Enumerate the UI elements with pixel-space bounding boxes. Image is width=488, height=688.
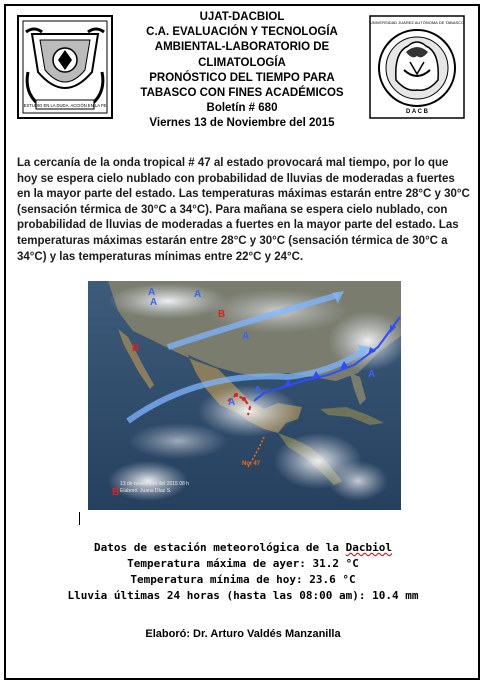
- station-title: [40, 540, 446, 556]
- map-caption-date: 13 de noviembre del 2015 08 h: [120, 481, 189, 487]
- min-temperature: Temperatura mínima de hoy: 23.6 °C: [130, 573, 356, 586]
- rainfall-24h: Lluvia últimas 24 horas (hasta las 08:00 am): 10.4 mm: [67, 589, 419, 602]
- max-temperature: Temperatura máxima de ayer: 31.2 °C: [127, 557, 359, 570]
- station-title-name: Dacbiol: [345, 541, 393, 554]
- dacbiol-seal-logo: [366, 12, 468, 122]
- pressure-label: A: [150, 297, 158, 308]
- pressure-label: A: [148, 287, 156, 298]
- station-data-block: [40, 540, 446, 604]
- forecast-line: hoy se espera cielo nublado con probabilidad de lluvias de moderadas a fuertes: [17, 172, 455, 185]
- document-title-line1: PRONÓSTICO DEL TIEMPO PARA: [149, 71, 335, 84]
- forecast-line: La cercanía de la onda tropical # 47 al estado provocará mal tiempo, por lo que: [17, 157, 449, 169]
- svg-text:D A C B: D A C B: [406, 109, 428, 115]
- forecast-line: temperaturas máximas estarán entre 28°C y 30°C (sensación térmica de 30°C a: [17, 234, 448, 247]
- pressure-label: A: [254, 385, 262, 396]
- ujat-seal-logo: [14, 12, 116, 122]
- pressure-label: A: [194, 289, 202, 300]
- forecast-line: probabilidad de lluvias de moderadas a fuertes en la mayor parte del estado. Las: [17, 219, 459, 232]
- pressure-label: A: [242, 331, 250, 342]
- station-title-prefix: Datos de estación meteorológica de la: [93, 541, 346, 554]
- institution-name: UJAT-DACBIOL: [199, 11, 285, 23]
- map-caption-author: Elaboró: Juana Díaz S.: [120, 488, 172, 494]
- academic-body-line: C.A. EVALUACIÓN Y TECNOLOGÍA: [146, 26, 338, 39]
- pressure-label: B: [112, 487, 120, 498]
- laboratory-line: AMBIENTAL-LABORATORIO DE: [154, 41, 330, 54]
- laboratory-name: CLIMATOLOGÍA: [198, 56, 286, 69]
- tropical-wave-label: No. 47: [242, 461, 261, 467]
- bulletin-date: Viernes 13 de Noviembre del 2015: [149, 117, 335, 130]
- forecast-line: en la mayor parte del estado. Las temperaturas máximas estarán entre 28°C y 30°C: [17, 188, 470, 201]
- satellite-weather-map: [88, 281, 401, 510]
- bulletin-number: Boletín # 680: [206, 102, 278, 115]
- pressure-label: A: [228, 397, 236, 408]
- svg-text:UNIVERSIDAD JUÁREZ AUTÓNOMA DE: UNIVERSIDAD JUÁREZ AUTÓNOMA DE TABASCO: [369, 20, 465, 25]
- forecast-line: 34°C) y las temperaturas mínimas entre 22°C y 24°C.: [17, 250, 304, 263]
- svg-text:ESTUDIO EN LA DUDA. ACCIÓN EN: ESTUDIO EN LA DUDA. ACCIÓN EN LA FE: [23, 103, 107, 108]
- pressure-label: A: [368, 369, 376, 380]
- pressure-label: B: [218, 309, 226, 320]
- bulletin-header: [118, 10, 366, 132]
- author-credit: Elaboró: Dr. Arturo Valdés Manzanilla: [145, 628, 341, 640]
- pressure-label: B: [132, 343, 140, 354]
- document-title-line2: TABASCO CON FINES ACADÉMICOS: [140, 87, 344, 100]
- forecast-line: (sensación térmica de 30°C a 34°C). Para mañana se espera cielo nublado, con: [17, 203, 448, 216]
- text-cursor: [79, 512, 80, 525]
- forecast-paragraph: [17, 156, 475, 265]
